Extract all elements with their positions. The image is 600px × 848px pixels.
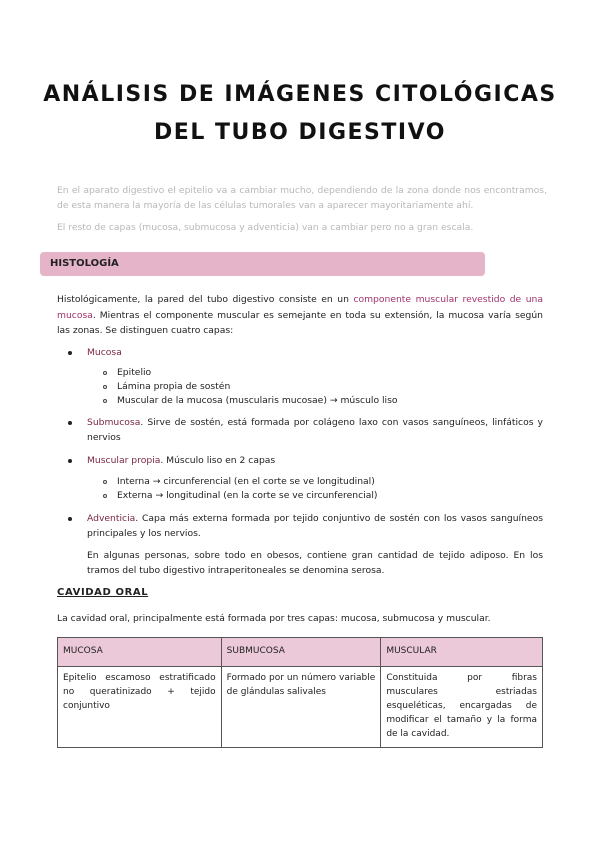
mucosa-item: Muscular de la mucosa (muscularis mucosae) → músculo liso xyxy=(117,395,398,406)
table-cell: Formado por un número variable de glándulas salivales xyxy=(221,667,381,748)
table-header: MUSCULAR xyxy=(381,638,543,667)
cavidad-heading: CAVIDAD ORAL xyxy=(57,587,149,598)
section-header-histologia xyxy=(40,252,485,276)
submucosa-item: Submucosa. Sirve de sostén, está formada por colágeno laxo con vasos sanguíneos, linfáticos y nervios xyxy=(87,417,543,443)
sub-bullet-icon xyxy=(103,480,107,484)
bullet-icon xyxy=(68,421,72,425)
sub-bullet-icon xyxy=(103,371,107,375)
mucosa-item: Epitelio xyxy=(117,367,152,378)
mucosa-label: Mucosa xyxy=(87,347,122,358)
table-cell: Constituida por fibras musculares estriadas esqueléticas, encargadas de modificar el tamaño y la forma de la cavidad. xyxy=(381,667,543,748)
table-header: MUCOSA xyxy=(58,638,222,667)
title-line-2: DEL TUBO DIGESTIVO xyxy=(154,120,446,145)
page-title xyxy=(0,76,600,152)
table-header: SUBMUCOSA xyxy=(221,638,381,667)
histologia-highlight: componente muscular revestido de una mucosa xyxy=(57,294,543,321)
bullet-icon xyxy=(68,517,72,521)
mucosa-item: Lámina propia de sostén xyxy=(117,381,231,392)
bullet-icon xyxy=(68,351,72,355)
section-heading: HISTOLOGÍA xyxy=(50,258,119,269)
adventicia-extra: En algunas personas, sobre todo en obesos, contiene gran cantidad de tejido adiposo. En los tramos del tubo digestivo intraperitoneales se denomina serosa. xyxy=(87,550,543,576)
sub-bullet-icon xyxy=(103,494,107,498)
cavidad-table xyxy=(57,637,543,748)
muscular-sub-item: Externa → longitudinal (en la corte se ve circunferencial) xyxy=(117,490,378,501)
muscular-sub-item: Interna → circunferencial (en el corte se ve longitudinal) xyxy=(117,476,375,487)
muscular-item: Muscular propia. Músculo liso en 2 capas xyxy=(87,455,276,466)
cavidad-intro: La cavidad oral, principalmente está formada por tres capas: mucosa, submucosa y muscular. xyxy=(57,613,491,624)
table-row xyxy=(58,667,543,748)
bullet-icon xyxy=(68,459,72,463)
intro-paragraph-1: En el aparato digestivo el epitelio va a cambiar mucho, dependiendo de la zona donde nos encontramos, de esta manera la mayoría de las células tumorales van a aparecer mayoritariamente ahí. xyxy=(57,185,547,211)
histologia-text-start: Histológicamente, la pared del tubo digestivo consiste en un xyxy=(57,294,354,305)
sub-bullet-icon xyxy=(103,399,107,403)
title-line-1: ANÁLISIS DE IMÁGENES CITOLÓGICAS xyxy=(43,82,557,107)
adventicia-item: Adventicia. Capa más externa formada por tejido conjuntivo de sostén con los vasos sanguíneos principales y los nervios. xyxy=(87,513,543,539)
histologia-text-end: . Mientras el componente muscular es semejante en toda su extensión, la mucosa varía según las zonas. Se distinguen cuatro capas: xyxy=(57,309,543,336)
table-cell: Epitelio escamoso estratificado no queratinizado + tejido conjuntivo xyxy=(58,667,222,748)
table-header-row xyxy=(58,638,543,667)
sub-bullet-icon xyxy=(103,385,107,389)
histologia-paragraph xyxy=(57,292,543,339)
intro-paragraph-2: El resto de capas (mucosa, submucosa y adventicia) van a cambiar pero no a gran escala. xyxy=(57,222,474,233)
